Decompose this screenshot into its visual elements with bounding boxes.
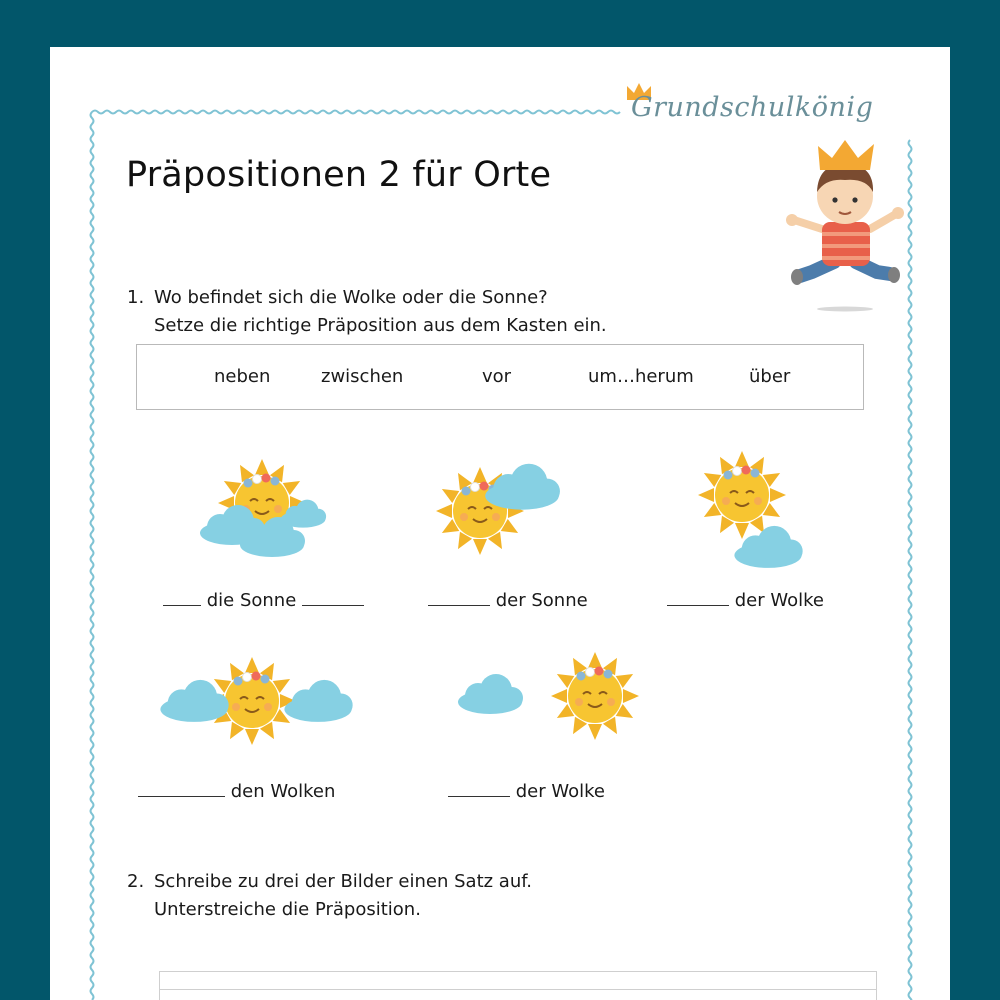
caption-3 <box>667 590 824 611</box>
caption-2-text: der Sonne <box>495 590 588 611</box>
caption-4-text: den Wolken <box>230 781 336 802</box>
jumping-boy-illustration <box>782 134 907 314</box>
caption-5-text: der Wolke <box>515 781 605 802</box>
writing-area[interactable] <box>159 972 877 1000</box>
picture-1-sun-with-clouds <box>200 455 340 560</box>
picture-2-cloud-before-sun <box>430 455 580 560</box>
page-title: Präpositionen 2 für Orte <box>126 155 552 195</box>
answer-blank-2[interactable] <box>428 591 490 606</box>
word-ueber: über <box>749 366 791 387</box>
task-2-number: 2. <box>127 871 145 892</box>
task-1 <box>127 284 627 344</box>
word-neben: neben <box>214 366 271 387</box>
answer-blank-3[interactable] <box>667 591 729 606</box>
word-vor: vor <box>482 366 512 387</box>
caption-4 <box>138 781 335 802</box>
brand-logo: Grundschulkönig <box>631 92 874 123</box>
caption-2 <box>428 590 588 611</box>
caption-3-text: der Wolke <box>734 590 824 611</box>
task-2-line-2: Unterstreiche die Präposition. <box>154 899 421 920</box>
answer-blank-5[interactable] <box>448 782 510 797</box>
answer-blank-4[interactable] <box>138 782 225 797</box>
picture-5-cloud-next-to-sun <box>450 650 650 750</box>
task-2-line-1: Schreibe zu drei der Bilder einen Satz auf. <box>154 871 532 892</box>
caption-5 <box>448 781 605 802</box>
task-1-line-1: Wo befindet sich die Wolke oder die Sonne? <box>154 287 548 308</box>
caption-1-text: die Sonne <box>206 590 297 611</box>
picture-4-sun-between-clouds <box>150 655 365 755</box>
answer-blank-1b[interactable] <box>302 591 364 606</box>
picture-3-sun-above-cloud <box>690 445 820 570</box>
answer-blank-1a[interactable] <box>163 591 201 606</box>
caption-1 <box>163 590 364 611</box>
task-1-line-2: Setze die richtige Präposition aus dem Kasten ein. <box>154 315 607 336</box>
word-zwischen: zwischen <box>321 366 404 387</box>
task-2 <box>127 868 627 928</box>
word-box <box>136 344 864 410</box>
task-1-number: 1. <box>127 287 145 308</box>
word-um-herum: um…herum <box>588 366 694 387</box>
